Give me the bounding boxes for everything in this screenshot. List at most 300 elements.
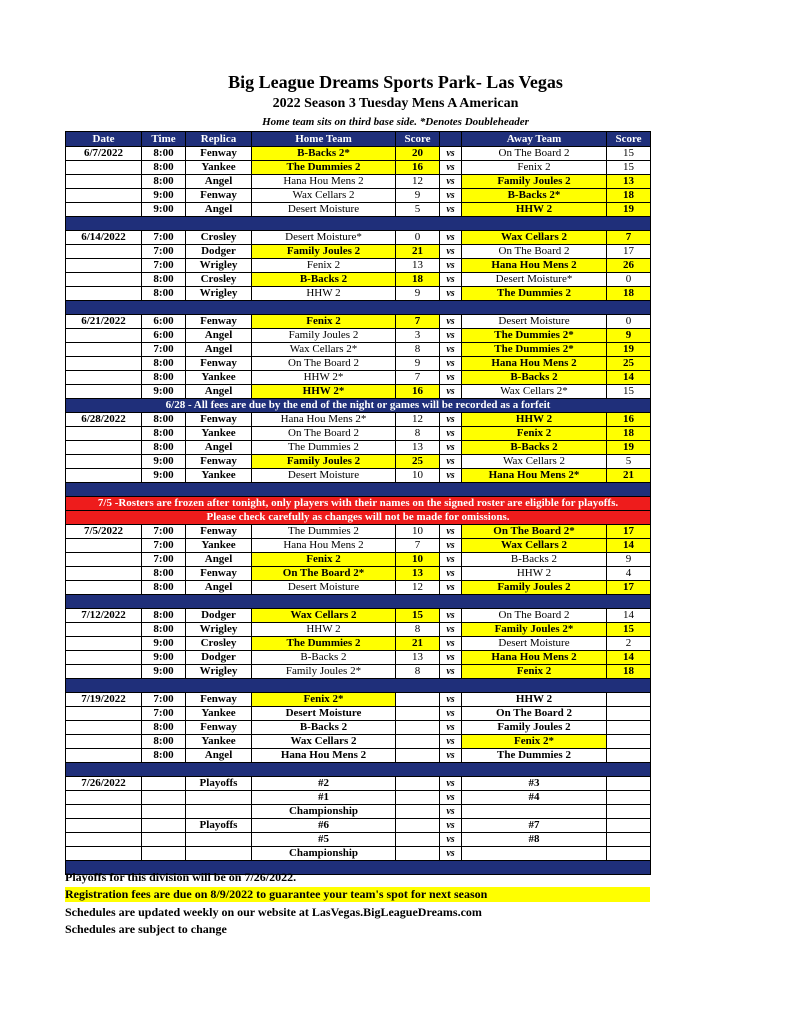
home-team: HHW 2 xyxy=(252,287,396,301)
home-score: 25 xyxy=(396,455,440,469)
game-row xyxy=(66,791,651,805)
game-row xyxy=(66,441,651,455)
home-score xyxy=(396,721,440,735)
away-team: #8 xyxy=(462,833,607,847)
game-time: 9:00 xyxy=(142,651,186,665)
away-team: #7 xyxy=(462,819,607,833)
vs-label: vs xyxy=(440,469,462,483)
game-row xyxy=(66,539,651,553)
home-team: Desert Moisture xyxy=(252,707,396,721)
game-field: Fenway xyxy=(186,357,252,371)
game-row xyxy=(66,735,651,749)
away-team: On The Board 2* xyxy=(462,525,607,539)
vs-label: vs xyxy=(440,665,462,679)
game-field xyxy=(186,805,252,819)
vs-label: vs xyxy=(440,413,462,427)
home-team: #6 xyxy=(252,819,396,833)
home-team: Hana Hou Mens 2 xyxy=(252,539,396,553)
vs-label: vs xyxy=(440,329,462,343)
game-date xyxy=(66,357,142,371)
game-row xyxy=(66,693,651,707)
game-date: 6/21/2022 xyxy=(66,315,142,329)
vs-label: vs xyxy=(440,805,462,819)
vs-label: vs xyxy=(440,693,462,707)
header-home-score: Score xyxy=(396,132,440,147)
game-row xyxy=(66,567,651,581)
footer-change-note: Schedules are subject to change xyxy=(65,922,227,936)
home-team: Championship xyxy=(252,847,396,861)
game-row xyxy=(66,777,651,791)
header-away-score: Score xyxy=(607,132,651,147)
home-team: Desert Moisture xyxy=(252,203,396,217)
away-score: 17 xyxy=(607,581,651,595)
away-team: Desert Moisture xyxy=(462,637,607,651)
vs-label: vs xyxy=(440,427,462,441)
home-score xyxy=(396,777,440,791)
home-score: 9 xyxy=(396,287,440,301)
game-field: Angel xyxy=(186,553,252,567)
game-date xyxy=(66,329,142,343)
game-date xyxy=(66,581,142,595)
game-time: 8:00 xyxy=(142,357,186,371)
home-score xyxy=(396,847,440,861)
game-field: Wrigley xyxy=(186,259,252,273)
vs-label: vs xyxy=(440,847,462,861)
home-team: #2 xyxy=(252,777,396,791)
game-time: 8:00 xyxy=(142,175,186,189)
away-score: 0 xyxy=(607,273,651,287)
home-score: 21 xyxy=(396,245,440,259)
away-score xyxy=(607,707,651,721)
game-date xyxy=(66,791,142,805)
game-row xyxy=(66,259,651,273)
vs-label: vs xyxy=(440,581,462,595)
away-team: Family Joules 2 xyxy=(462,721,607,735)
game-field: Yankee xyxy=(186,161,252,175)
away-score xyxy=(607,819,651,833)
game-field xyxy=(186,833,252,847)
home-score: 15 xyxy=(396,609,440,623)
game-time: 6:00 xyxy=(142,329,186,343)
game-field: Fenway xyxy=(186,413,252,427)
game-date xyxy=(66,287,142,301)
home-team: HHW 2* xyxy=(252,371,396,385)
game-date xyxy=(66,805,142,819)
game-row xyxy=(66,651,651,665)
away-team: Family Joules 2* xyxy=(462,623,607,637)
away-score: 17 xyxy=(607,245,651,259)
home-team: Family Joules 2* xyxy=(252,665,396,679)
game-field: Wrigley xyxy=(186,623,252,637)
vs-label: vs xyxy=(440,637,462,651)
game-time: 7:00 xyxy=(142,343,186,357)
header-vs xyxy=(440,132,462,147)
away-team: B-Backs 2* xyxy=(462,189,607,203)
header-date: Date xyxy=(66,132,142,147)
game-field: Fenway xyxy=(186,147,252,161)
game-field: Yankee xyxy=(186,735,252,749)
home-team: Wax Cellars 2 xyxy=(252,735,396,749)
game-date xyxy=(66,371,142,385)
game-row xyxy=(66,287,651,301)
away-team: Hana Hou Mens 2 xyxy=(462,357,607,371)
away-team: HHW 2 xyxy=(462,413,607,427)
game-row xyxy=(66,707,651,721)
game-field: Angel xyxy=(186,385,252,399)
game-date xyxy=(66,721,142,735)
game-field: Wrigley xyxy=(186,287,252,301)
home-team: Family Joules 2 xyxy=(252,455,396,469)
game-field: Fenway xyxy=(186,567,252,581)
home-score: 18 xyxy=(396,273,440,287)
away-score: 14 xyxy=(607,651,651,665)
game-date: 7/12/2022 xyxy=(66,609,142,623)
game-date xyxy=(66,833,142,847)
schedule-table xyxy=(65,131,651,875)
game-field: Angel xyxy=(186,441,252,455)
week-separator xyxy=(66,217,651,231)
home-score: 13 xyxy=(396,567,440,581)
away-score: 14 xyxy=(607,609,651,623)
away-score: 13 xyxy=(607,175,651,189)
game-date: 7/26/2022 xyxy=(66,777,142,791)
away-score: 16 xyxy=(607,413,651,427)
game-date xyxy=(66,427,142,441)
game-time: 7:00 xyxy=(142,553,186,567)
away-score: 18 xyxy=(607,665,651,679)
home-score: 7 xyxy=(396,539,440,553)
game-field: Angel xyxy=(186,343,252,357)
away-score: 14 xyxy=(607,371,651,385)
game-time: 9:00 xyxy=(142,637,186,651)
game-time: 9:00 xyxy=(142,203,186,217)
home-team: Family Joules 2 xyxy=(252,245,396,259)
home-score: 13 xyxy=(396,259,440,273)
game-date xyxy=(66,189,142,203)
game-time: 9:00 xyxy=(142,189,186,203)
separator-bar xyxy=(66,595,651,609)
home-score: 9 xyxy=(396,357,440,371)
home-score: 13 xyxy=(396,441,440,455)
game-row xyxy=(66,819,651,833)
alert-banner xyxy=(66,497,651,511)
home-score: 8 xyxy=(396,343,440,357)
game-row xyxy=(66,343,651,357)
home-team: Desert Moisture xyxy=(252,581,396,595)
game-row xyxy=(66,231,651,245)
away-score: 15 xyxy=(607,623,651,637)
home-team: Wax Cellars 2* xyxy=(252,343,396,357)
game-time: 8:00 xyxy=(142,147,186,161)
away-score: 14 xyxy=(607,539,651,553)
home-team: The Dummies 2 xyxy=(252,525,396,539)
away-score: 19 xyxy=(607,441,651,455)
away-score xyxy=(607,791,651,805)
game-row xyxy=(66,609,651,623)
game-time xyxy=(142,833,186,847)
home-score xyxy=(396,819,440,833)
game-row xyxy=(66,245,651,259)
home-score: 20 xyxy=(396,147,440,161)
away-team: Desert Moisture* xyxy=(462,273,607,287)
vs-label: vs xyxy=(440,707,462,721)
home-score: 10 xyxy=(396,469,440,483)
away-team: The Dummies 2* xyxy=(462,343,607,357)
game-field: Crosley xyxy=(186,231,252,245)
game-date xyxy=(66,665,142,679)
game-row xyxy=(66,847,651,861)
home-team: Hana Hou Mens 2 xyxy=(252,749,396,763)
vs-label: vs xyxy=(440,343,462,357)
vs-label: vs xyxy=(440,371,462,385)
home-team: On The Board 2 xyxy=(252,427,396,441)
game-row xyxy=(66,525,651,539)
game-time: 9:00 xyxy=(142,385,186,399)
game-time: 8:00 xyxy=(142,567,186,581)
away-team: Wax Cellars 2 xyxy=(462,231,607,245)
home-score xyxy=(396,749,440,763)
home-team: Wax Cellars 2 xyxy=(252,189,396,203)
game-date xyxy=(66,623,142,637)
home-team: B-Backs 2 xyxy=(252,651,396,665)
separator-bar xyxy=(66,217,651,231)
game-date xyxy=(66,637,142,651)
vs-label: vs xyxy=(440,525,462,539)
away-team: Family Joules 2 xyxy=(462,175,607,189)
game-date: 6/7/2022 xyxy=(66,147,142,161)
vs-label: vs xyxy=(440,749,462,763)
home-score: 7 xyxy=(396,371,440,385)
vs-label: vs xyxy=(440,651,462,665)
vs-label: vs xyxy=(440,357,462,371)
away-score xyxy=(607,721,651,735)
home-score xyxy=(396,693,440,707)
away-team: B-Backs 2 xyxy=(462,441,607,455)
home-team: Fenix 2 xyxy=(252,553,396,567)
game-field: Fenway xyxy=(186,693,252,707)
game-row xyxy=(66,833,651,847)
away-team: Family Joules 2 xyxy=(462,581,607,595)
away-team xyxy=(462,805,607,819)
away-team: On The Board 2 xyxy=(462,609,607,623)
game-date xyxy=(66,385,142,399)
game-field: Angel xyxy=(186,581,252,595)
away-team: Fenix 2 xyxy=(462,427,607,441)
home-team: Desert Moisture xyxy=(252,469,396,483)
game-time: 8:00 xyxy=(142,581,186,595)
vs-label: vs xyxy=(440,385,462,399)
vs-label: vs xyxy=(440,259,462,273)
vs-label: vs xyxy=(440,623,462,637)
game-time: 8:00 xyxy=(142,413,186,427)
away-team: On The Board 2 xyxy=(462,147,607,161)
game-field: Yankee xyxy=(186,469,252,483)
away-team: HHW 2 xyxy=(462,203,607,217)
game-field: Fenway xyxy=(186,525,252,539)
home-score xyxy=(396,805,440,819)
game-time xyxy=(142,847,186,861)
game-time: 8:00 xyxy=(142,371,186,385)
game-date xyxy=(66,735,142,749)
game-date xyxy=(66,175,142,189)
away-score: 0 xyxy=(607,315,651,329)
game-row xyxy=(66,357,651,371)
away-score xyxy=(607,805,651,819)
home-team: On The Board 2* xyxy=(252,567,396,581)
game-date xyxy=(66,455,142,469)
vs-label: vs xyxy=(440,609,462,623)
home-team: Hana Hou Mens 2* xyxy=(252,413,396,427)
game-field: Angel xyxy=(186,749,252,763)
game-time: 9:00 xyxy=(142,469,186,483)
game-field: Yankee xyxy=(186,427,252,441)
vs-label: vs xyxy=(440,819,462,833)
vs-label: vs xyxy=(440,791,462,805)
away-team: Hana Hou Mens 2 xyxy=(462,259,607,273)
home-team: #5 xyxy=(252,833,396,847)
home-score: 0 xyxy=(396,231,440,245)
game-field: Dodger xyxy=(186,245,252,259)
vs-label: vs xyxy=(440,203,462,217)
game-time xyxy=(142,791,186,805)
away-team: Fenix 2* xyxy=(462,735,607,749)
game-field xyxy=(186,847,252,861)
game-date xyxy=(66,161,142,175)
away-score xyxy=(607,693,651,707)
away-score: 15 xyxy=(607,385,651,399)
game-time xyxy=(142,805,186,819)
vs-label: vs xyxy=(440,735,462,749)
home-team: Fenix 2 xyxy=(252,259,396,273)
home-team: The Dummies 2 xyxy=(252,637,396,651)
away-team: On The Board 2 xyxy=(462,707,607,721)
home-score xyxy=(396,791,440,805)
home-team: B-Backs 2 xyxy=(252,721,396,735)
game-row xyxy=(66,721,651,735)
away-team: Wax Cellars 2 xyxy=(462,539,607,553)
game-time: 9:00 xyxy=(142,665,186,679)
home-score: 13 xyxy=(396,651,440,665)
home-team: Family Joules 2 xyxy=(252,329,396,343)
home-score: 9 xyxy=(396,189,440,203)
home-team: The Dummies 2 xyxy=(252,161,396,175)
table-header-row xyxy=(66,132,651,147)
game-field: Fenway xyxy=(186,721,252,735)
banner-text: 7/5 -Rosters are frozen after tonight, only players with their names on the signed roster are eligible for playoffs. xyxy=(66,497,651,511)
vs-label: vs xyxy=(440,721,462,735)
away-team: Fenix 2 xyxy=(462,665,607,679)
vs-label: vs xyxy=(440,161,462,175)
game-date xyxy=(66,847,142,861)
game-time: 8:00 xyxy=(142,161,186,175)
away-score xyxy=(607,735,651,749)
game-field: Playoffs xyxy=(186,777,252,791)
page-subtitle: 2022 Season 3 Tuesday Mens A American xyxy=(272,96,519,111)
vs-label: vs xyxy=(440,273,462,287)
week-separator xyxy=(66,679,651,693)
separator-bar xyxy=(66,679,651,693)
home-score: 10 xyxy=(396,553,440,567)
game-date xyxy=(66,749,142,763)
home-team: #1 xyxy=(252,791,396,805)
home-team: HHW 2 xyxy=(252,623,396,637)
home-score xyxy=(396,735,440,749)
home-score xyxy=(396,833,440,847)
away-team: The Dummies 2 xyxy=(462,749,607,763)
away-team: The Dummies 2* xyxy=(462,329,607,343)
game-date xyxy=(66,469,142,483)
game-row xyxy=(66,805,651,819)
game-row xyxy=(66,581,651,595)
banner-text: 6/28 - All fees are due by the end of the night or games will be recorded as a forfeit xyxy=(66,399,651,413)
game-date: 7/5/2022 xyxy=(66,525,142,539)
vs-label: vs xyxy=(440,567,462,581)
game-field: Yankee xyxy=(186,371,252,385)
home-score: 3 xyxy=(396,329,440,343)
game-time xyxy=(142,819,186,833)
away-score xyxy=(607,847,651,861)
week-separator xyxy=(66,595,651,609)
game-field: Crosley xyxy=(186,273,252,287)
game-date xyxy=(66,245,142,259)
away-team: #4 xyxy=(462,791,607,805)
game-field: Crosley xyxy=(186,637,252,651)
game-date xyxy=(66,441,142,455)
home-score: 7 xyxy=(396,315,440,329)
game-row xyxy=(66,203,651,217)
game-time xyxy=(142,777,186,791)
game-date xyxy=(66,651,142,665)
game-row xyxy=(66,623,651,637)
away-team xyxy=(462,847,607,861)
game-time: 8:00 xyxy=(142,721,186,735)
game-time: 6:00 xyxy=(142,315,186,329)
notice-banner xyxy=(66,399,651,413)
header-home-team: Home Team xyxy=(252,132,396,147)
game-row xyxy=(66,189,651,203)
vs-label: vs xyxy=(440,441,462,455)
away-score: 17 xyxy=(607,525,651,539)
game-field: Angel xyxy=(186,175,252,189)
vs-label: vs xyxy=(440,287,462,301)
footer-registration-note: Registration fees are due on 8/9/2022 to guarantee your team's spot for next season xyxy=(65,887,650,902)
game-time: 8:00 xyxy=(142,749,186,763)
vs-label: vs xyxy=(440,455,462,469)
game-row xyxy=(66,469,651,483)
page-title: Big League Dreams Sports Park- Las Vegas xyxy=(228,72,563,92)
away-team: #3 xyxy=(462,777,607,791)
game-time: 8:00 xyxy=(142,609,186,623)
away-score: 7 xyxy=(607,231,651,245)
home-score: 21 xyxy=(396,637,440,651)
home-team: Fenix 2* xyxy=(252,693,396,707)
game-date xyxy=(66,259,142,273)
home-team: The Dummies 2 xyxy=(252,441,396,455)
away-team: B-Backs 2 xyxy=(462,371,607,385)
game-field: Dodger xyxy=(186,651,252,665)
schedule-note: Home team sits on third base side. *Denotes Doubleheader xyxy=(262,116,529,128)
home-score: 16 xyxy=(396,385,440,399)
away-score xyxy=(607,777,651,791)
game-time: 8:00 xyxy=(142,623,186,637)
game-time: 8:00 xyxy=(142,735,186,749)
away-team: The Dummies 2 xyxy=(462,287,607,301)
game-date xyxy=(66,819,142,833)
home-score: 12 xyxy=(396,175,440,189)
schedule-body xyxy=(66,147,651,875)
game-date xyxy=(66,539,142,553)
game-row xyxy=(66,273,651,287)
